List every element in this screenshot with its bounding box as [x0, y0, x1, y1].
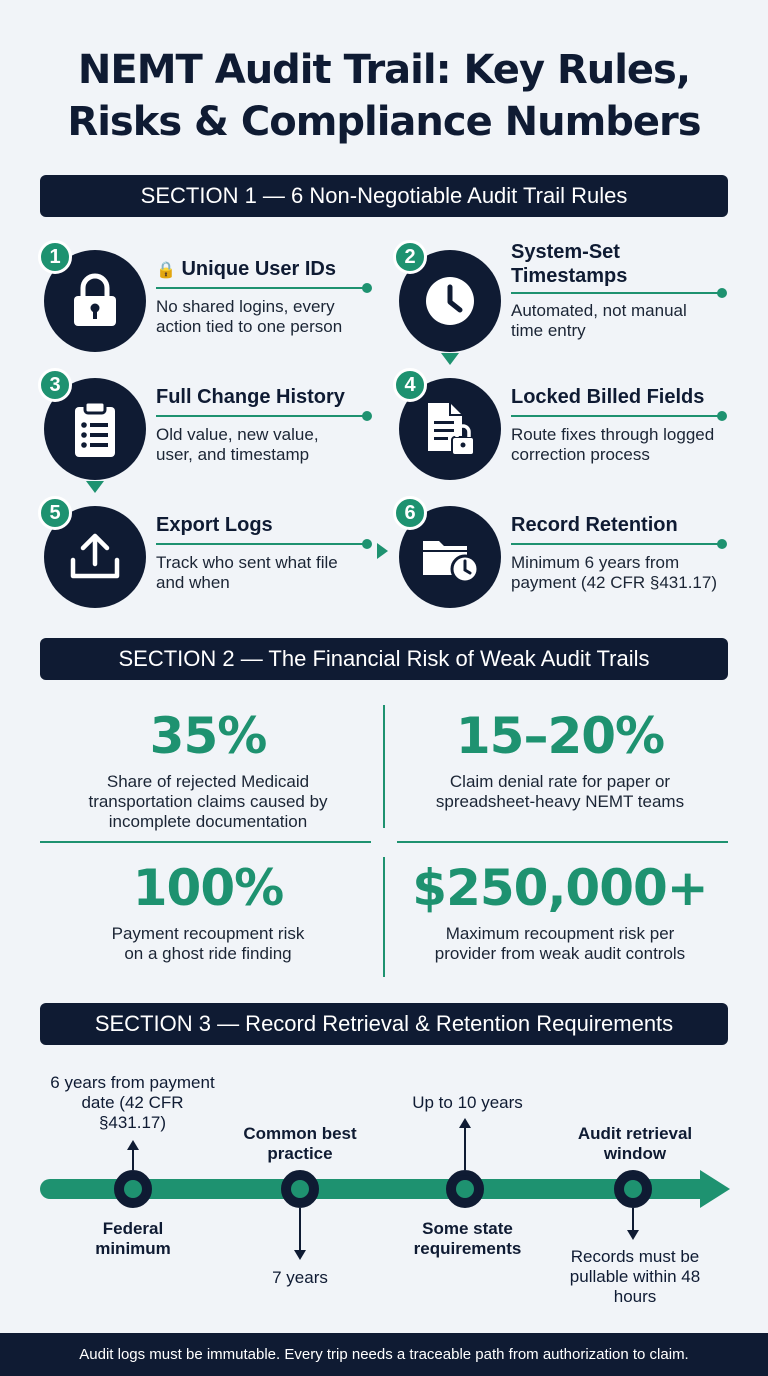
- stat-divider-horizontal: [40, 841, 371, 843]
- rule-title: System-Set Timestamps: [511, 241, 628, 287]
- flow-arrow: [441, 353, 459, 365]
- rule-number-badge: 5: [38, 496, 72, 530]
- upload-icon: [67, 530, 123, 584]
- timeline-connector: [132, 1148, 134, 1170]
- rule-description: Route fixes through logged correction process: [511, 425, 715, 464]
- stat-value: 15–20%: [455, 707, 665, 765]
- stat-value: $250,000+: [412, 859, 708, 917]
- stat-description: Payment recoupment risk on a ghost ride finding: [111, 924, 305, 963]
- stat-card: [38, 706, 378, 832]
- rule-card-3: [38, 368, 378, 478]
- section-2-heading: SECTION 2 — The Financial Risk of Weak Audit Trails: [40, 638, 728, 680]
- title-line-2: Risks & Compliance Numbers: [67, 99, 701, 145]
- rule-connector: [156, 415, 368, 417]
- rule-description: No shared logins, every action tied to one person: [156, 297, 343, 336]
- timeline-detail: 7 years: [272, 1268, 328, 1287]
- locked-document-icon: [422, 399, 478, 459]
- rule-title: Locked Billed Fields: [511, 386, 705, 408]
- timeline-label: Audit retrieval window: [577, 1124, 693, 1163]
- rule-number-badge: 6: [393, 496, 427, 530]
- rule-connector: [511, 415, 723, 417]
- timeline-down-arrow: [627, 1230, 639, 1240]
- rule-description: Minimum 6 years from payment (42 CFR §431.17): [511, 553, 717, 592]
- lock-icon: [69, 272, 121, 330]
- timeline-label: Common best practice: [243, 1124, 357, 1163]
- rule-connector: [511, 543, 723, 545]
- timeline-detail: Records must be pullable within 48 hours: [569, 1247, 701, 1306]
- rule-number-badge: 2: [393, 240, 427, 274]
- page-title: [0, 44, 768, 148]
- rule-card-5: [38, 496, 378, 606]
- timeline-node: [446, 1170, 484, 1208]
- stat-divider-vertical: [383, 857, 385, 977]
- stat-description: Maximum recoupment risk per provider from weak audit controls: [434, 924, 686, 963]
- rule-title: Record Retention: [511, 514, 678, 536]
- footer-note: Audit logs must be immutable. Every trip needs a traceable path from authorization to claim.: [0, 1333, 768, 1376]
- timeline-node: [114, 1170, 152, 1208]
- rule-card-6: [393, 496, 733, 606]
- rule-card-1: [38, 240, 378, 350]
- title-line-1: NEMT Audit Trail: Key Rules,: [77, 47, 691, 93]
- timeline-label: Federal minimum: [95, 1219, 171, 1258]
- rule-number-badge: 1: [38, 240, 72, 274]
- clipboard-icon: [72, 399, 118, 459]
- clock-icon: [422, 273, 478, 329]
- section-1-heading: SECTION 1 — 6 Non-Negotiable Audit Trail Rules: [40, 175, 728, 217]
- rule-card-2: [393, 240, 733, 350]
- rule-connector: [156, 287, 368, 289]
- timeline-arrowhead: [700, 1170, 730, 1208]
- timeline-connector: [464, 1126, 466, 1170]
- timeline-down-arrow: [294, 1250, 306, 1260]
- stat-divider-horizontal: [397, 841, 728, 843]
- timeline-label: Some state requirements: [413, 1219, 522, 1258]
- stat-description: Claim denial rate for paper or spreadsheet-heavy NEMT teams: [435, 772, 685, 811]
- stat-card: [390, 706, 730, 812]
- padlock-emoji-icon: 🔒: [156, 262, 176, 279]
- rule-number-badge: 4: [393, 368, 427, 402]
- rule-description: Track who sent what file and when: [156, 553, 338, 592]
- timeline-detail: Up to 10 years: [412, 1093, 523, 1112]
- flow-arrow: [377, 543, 388, 559]
- timeline-detail: 6 years from payment date (42 CFR §431.17): [50, 1073, 215, 1132]
- rule-card-4: [393, 368, 733, 478]
- stat-value: 35%: [149, 707, 267, 765]
- rule-title: 🔒 Unique User IDs: [156, 258, 336, 280]
- timeline-connector: [632, 1208, 634, 1232]
- section-3-heading: SECTION 3 — Record Retrieval & Retention Requirements: [40, 1003, 728, 1045]
- flow-arrow: [86, 481, 104, 493]
- stat-card: [390, 858, 730, 964]
- rule-connector: [156, 543, 368, 545]
- timeline-node: [281, 1170, 319, 1208]
- timeline-node: [614, 1170, 652, 1208]
- rule-number-badge: 3: [38, 368, 72, 402]
- rule-connector: [511, 292, 723, 294]
- rule-description: Automated, not manual time entry: [511, 301, 687, 340]
- stat-card: [38, 858, 378, 964]
- rule-title: Export Logs: [156, 514, 273, 536]
- rule-title: Full Change History: [156, 386, 345, 408]
- rule-description: Old value, new value, user, and timestamp: [156, 425, 319, 464]
- stat-description: Share of rejected Medicaid transportation claims caused by incomplete documentation: [88, 772, 328, 831]
- stat-value: 100%: [132, 859, 284, 917]
- stat-divider-vertical: [383, 705, 385, 828]
- timeline-connector: [299, 1208, 301, 1250]
- folder-clock-icon: [419, 529, 481, 585]
